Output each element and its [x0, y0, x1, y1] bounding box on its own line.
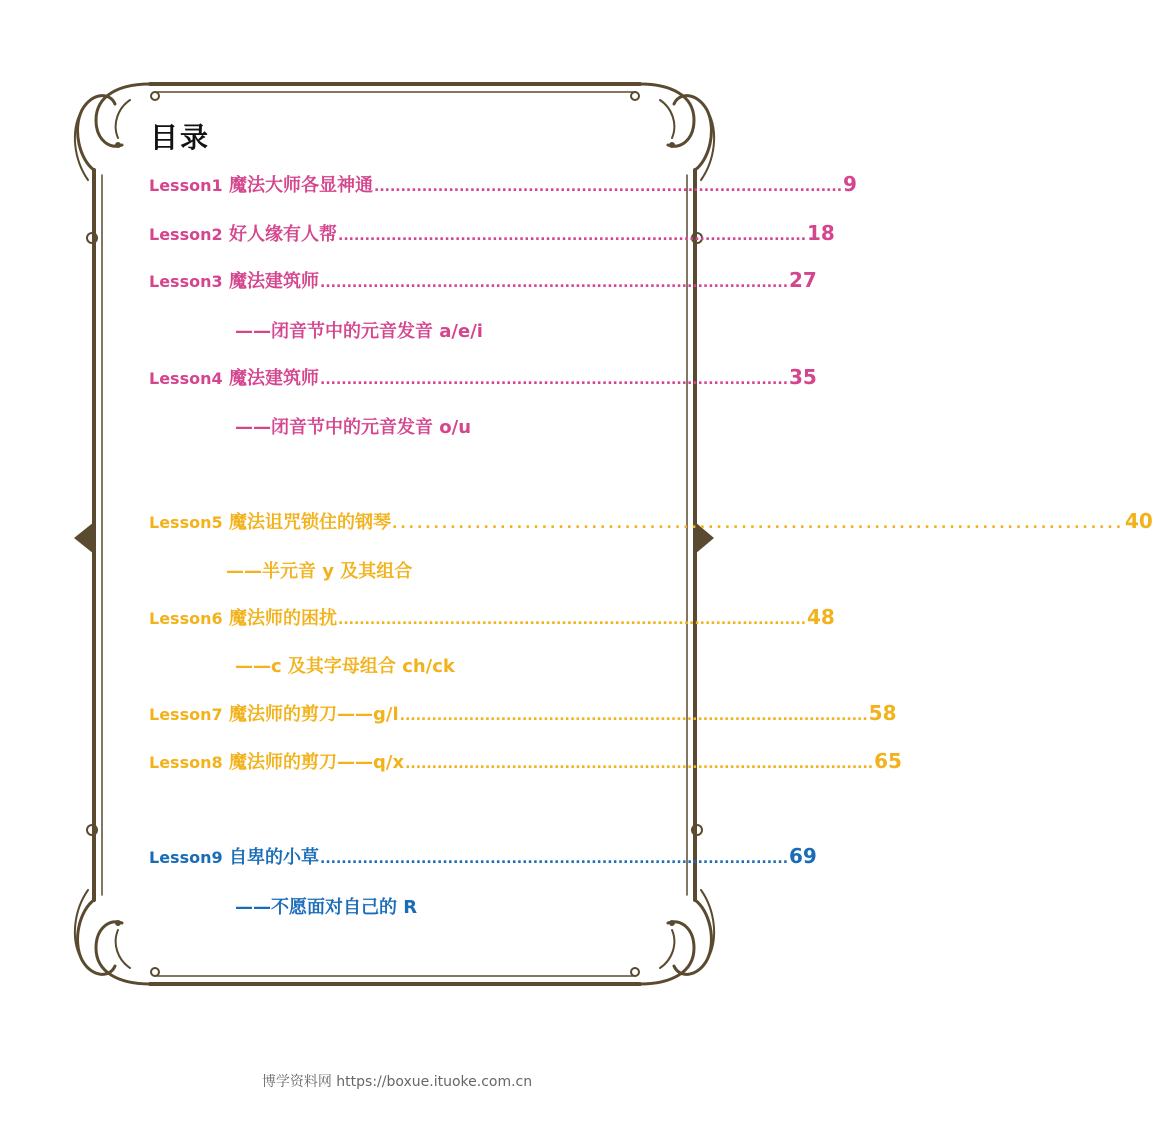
page-number: 69: [789, 844, 817, 868]
lesson-subtitle: ——半元音 y 及其组合: [226, 561, 413, 582]
toc-entry-lesson1[interactable]: [149, 171, 857, 197]
lesson-subtitle: ——闭音节中的元音发音 a/e/i: [235, 321, 483, 342]
dot-leader: ........................................................................................: [392, 516, 1125, 532]
toc-entry-lesson5[interactable]: [149, 508, 1153, 534]
lesson-title: 魔法诅咒锁住的钢琴: [229, 512, 391, 533]
page-number: 18: [807, 221, 835, 245]
dot-leader: ........................................................................................: [320, 372, 789, 388]
page-number: 9: [843, 172, 857, 196]
page-title: 目录: [150, 121, 211, 154]
lesson-number: Lesson1: [149, 176, 223, 195]
dot-leader: ........................................................................................: [399, 708, 868, 724]
toc-entry-lesson7[interactable]: [149, 700, 897, 726]
dot-leader: ........................................................................................: [338, 228, 807, 244]
lesson-number: Lesson8: [149, 753, 223, 772]
dot-leader: ........................................................................................: [320, 851, 789, 867]
lesson-number: Lesson2: [149, 225, 223, 244]
page-number: 65: [874, 749, 902, 773]
lesson-number: Lesson9: [149, 848, 223, 867]
lesson-title: 魔法建筑师: [229, 271, 319, 292]
page-number: 40: [1125, 509, 1153, 533]
toc-entry-lesson2[interactable]: [149, 220, 835, 246]
dot-leader: ........................................................................................: [338, 612, 807, 628]
lesson-title: 魔法师的剪刀——g/l: [229, 704, 399, 725]
dot-leader: ........................................................................................: [405, 756, 874, 772]
toc-entry-lesson8[interactable]: [149, 748, 902, 774]
lesson-title: 魔法师的困扰: [229, 608, 337, 629]
lesson-title: 好人缘有人帮: [229, 224, 337, 245]
lesson-subtitle: ——不愿面对自己的 R: [235, 897, 418, 918]
lesson-subtitle: ——闭音节中的元音发音 o/u: [235, 417, 472, 438]
lesson-title: 魔法建筑师: [229, 368, 319, 389]
lesson-number: Lesson6: [149, 609, 223, 628]
toc-entry-lesson3[interactable]: [149, 267, 817, 293]
toc-entry-lesson9[interactable]: [149, 843, 817, 869]
lesson-number: Lesson3: [149, 272, 223, 291]
lesson-number: Lesson5: [149, 513, 223, 532]
lesson-number: Lesson4: [149, 369, 223, 388]
lesson-title: 魔法师的剪刀——q/x: [229, 752, 405, 773]
lesson-title: 魔法大师各显神通: [229, 175, 373, 196]
dot-leader: ........................................................................................: [374, 179, 843, 195]
dot-leader: ........................................................................................: [320, 275, 789, 291]
page-number: 48: [807, 605, 835, 629]
page-number: 27: [789, 268, 817, 292]
lesson-title: 自卑的小草: [229, 847, 319, 868]
lesson-number: Lesson7: [149, 705, 223, 724]
page-number: 35: [789, 365, 817, 389]
toc-entry-lesson6[interactable]: [149, 604, 835, 630]
toc-entry-lesson4[interactable]: [149, 364, 817, 390]
lesson-subtitle: ——c 及其字母组合 ch/ck: [235, 656, 455, 677]
page-number: 58: [868, 701, 897, 725]
footer-watermark: 博学资料网 https://boxue.ituoke.com.cn: [261, 1074, 533, 1090]
